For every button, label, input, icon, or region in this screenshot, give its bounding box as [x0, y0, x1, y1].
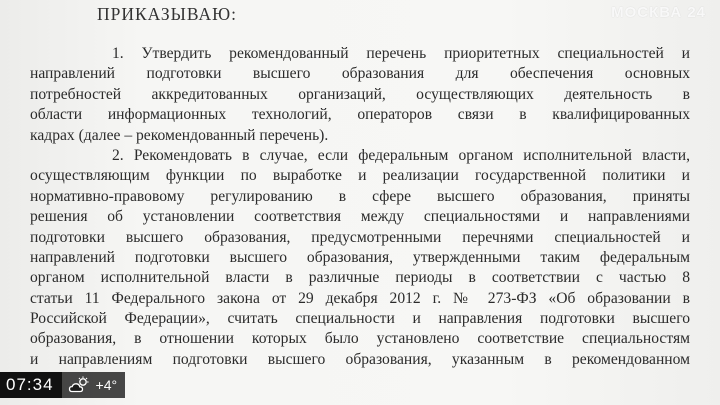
text-line: кадрах (далее – рекомендованный перечень).	[30, 126, 329, 144]
text-line: образования, в отношении которых было установлено соответствие специальностям	[30, 330, 690, 348]
text-line: подготовки высшего образования, предусмотренными перечнями специальностей и	[30, 228, 690, 246]
sun-cloud-icon	[68, 376, 92, 394]
text-line: органом исполнительной власти в различные периоды в соответствии с частью 8	[30, 269, 690, 287]
temperature-readout: +4°	[95, 377, 118, 393]
text-line: осуществляющим функции по выработке и реализации государственной политики и	[30, 167, 690, 185]
text-line: области информационных технологий, операторов связи в квалифицированных	[30, 106, 690, 124]
text-line: направлений подготовки высшего образования, утвержденными таким федеральным	[30, 248, 690, 266]
weather-widget	[62, 372, 126, 398]
text-line: 2. Рекомендовать в случае, если федеральным органом исполнительной власти,	[112, 146, 690, 164]
text-line: нормативно-правовому регулированию в сфере высшего образования, приняты	[30, 187, 690, 205]
text-line: статьи 11 Федерального закона от 29 декабря 2012 г. № 273-ФЗ «Об образовании в	[30, 289, 690, 307]
document-body	[30, 44, 690, 370]
channel-logo: МОСКВА 24	[611, 4, 706, 21]
tv-info-bar	[0, 372, 125, 398]
text-line: потребностей аккредитованных организаций, осуществляющих деятельность в	[30, 85, 690, 103]
document-heading: ПРИКАЗЫВАЮ:	[97, 4, 237, 24]
text-line: 1. Утвердить рекомендованный перечень приоритетных специальностей и	[112, 45, 690, 62]
text-line: направлений подготовки высшего образования для обеспечения основных	[30, 65, 690, 83]
text-line: решения об установлении соответствия между специальностями и направлениями	[30, 208, 690, 226]
text-line: Российской Федерации», считать специальности и направления подготовки высшего	[30, 310, 690, 328]
clock-display: 07:34	[0, 372, 62, 398]
text-line: и направлениям подготовки высшего образования, указанным в рекомендованном	[30, 350, 690, 368]
